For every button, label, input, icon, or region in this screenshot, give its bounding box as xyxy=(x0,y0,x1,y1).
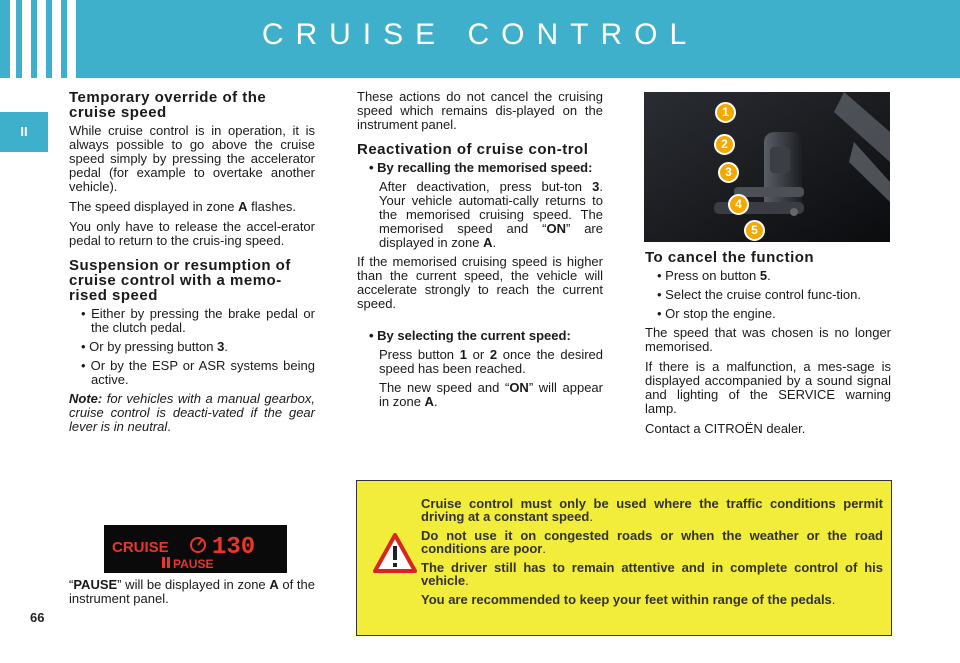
warning-line: Cruise control must only be used where the traffic conditions permit driving at a constant speed. xyxy=(421,496,883,524)
page-header xyxy=(0,0,960,78)
list-item: • Either by pressing the brake pedal or the clutch pedal. xyxy=(81,306,315,335)
list-item: • Or stop the engine. xyxy=(657,306,776,321)
paragraph: These actions do not cancel the cruising speed which remains dis-played on the instrument panel. xyxy=(357,89,603,132)
paragraph: The new speed and “ON” will appear in zone A. xyxy=(379,380,603,409)
callout-badge-3: 3 xyxy=(718,162,739,183)
list-item: • By recalling the memorised speed: xyxy=(369,160,593,175)
paragraph: If the memorised cruising speed is higher than the current speed, the vehicle will accelerate strongly to reach the current speed. xyxy=(357,254,603,311)
warning-box xyxy=(356,480,892,636)
list-item: • Press on button 5. xyxy=(657,268,771,283)
paragraph: While cruise control is in operation, it is always possible to go above the cruise speed simply by pressing the accelerator pedal (for example to overtake another vehicle). xyxy=(69,123,315,194)
display-pause-label: PAUSE xyxy=(173,557,214,571)
warning-line: Do not use it on congested roads or when the weather or the road conditions are poor. xyxy=(421,528,883,556)
paragraph: After deactivation, press but-ton 3. Your vehicle automati-cally returns to the memorised cruising speed. The memorised speed and “ON” are displayed in zone A. xyxy=(379,179,603,250)
cruise-control-stalk-photo xyxy=(644,92,890,242)
column-2 xyxy=(357,90,603,414)
callout-badge-1: 1 xyxy=(715,102,736,123)
stalk-illustration xyxy=(644,92,890,242)
callout-badge-5: 5 xyxy=(744,220,765,241)
list-item: • Or by pressing button 3. xyxy=(81,339,228,354)
display-cruise-label: CRUISE xyxy=(112,539,169,556)
note: Note: for vehicles with a manual gearbox, cruise control is deacti-vated if the gear lever is in neutral. xyxy=(69,391,315,434)
warning-line: You are recommended to keep your feet within range of the pedals. xyxy=(421,592,836,607)
display-speed: 130 xyxy=(212,534,256,561)
callout-badge-2: 2 xyxy=(714,134,735,155)
pause-caption: “PAUSE” will be displayed in zone A of the instrument panel. xyxy=(69,577,316,606)
paragraph: The speed displayed in zone A flashes. xyxy=(69,199,296,214)
paragraph: You only have to release the accel-erator pedal to return to the cruis-ing speed. xyxy=(69,219,315,248)
column-1 xyxy=(69,90,315,440)
warning-line: The driver still has to remain attentive and in complete control of his vehicle. xyxy=(421,560,883,588)
heading-suspension: Suspension or resumption of cruise control with a memo-rised speed xyxy=(69,257,291,304)
paragraph: The speed that was chosen is no longer memorised. xyxy=(645,325,891,354)
paragraph: Press button 1 or 2 once the desired speed has been reached. xyxy=(379,347,603,376)
instrument-display xyxy=(104,525,287,573)
column-3 xyxy=(645,250,891,442)
list-item: • Or by the ESP or ASR systems being active. xyxy=(81,358,315,387)
heading-cancel: To cancel the function xyxy=(645,249,815,266)
heading-reactivation: Reactivation of cruise con-trol xyxy=(357,141,589,158)
paragraph: Contact a CITROËN dealer. xyxy=(645,421,806,436)
page-number: 66 xyxy=(30,610,45,625)
page-title: CRUISE CONTROL xyxy=(261,18,699,51)
header-stripes xyxy=(10,0,76,78)
heading-temporary-override: Temporary override of the cruise speed xyxy=(69,89,267,121)
list-item: • Select the cruise control func-tion. xyxy=(657,287,861,302)
paragraph: If there is a malfunction, a mes-sage is displayed accompanied by a sound signal and lighting of the SERVICE warning lamp. xyxy=(645,359,891,416)
cruise-display-graphic xyxy=(104,525,287,573)
section-tab[interactable]: II xyxy=(0,112,48,152)
warning-triangle-icon xyxy=(373,533,417,573)
callout-badge-4: 4 xyxy=(728,194,749,215)
warning-text xyxy=(421,497,883,612)
list-item: • By selecting the current speed: xyxy=(369,328,571,343)
